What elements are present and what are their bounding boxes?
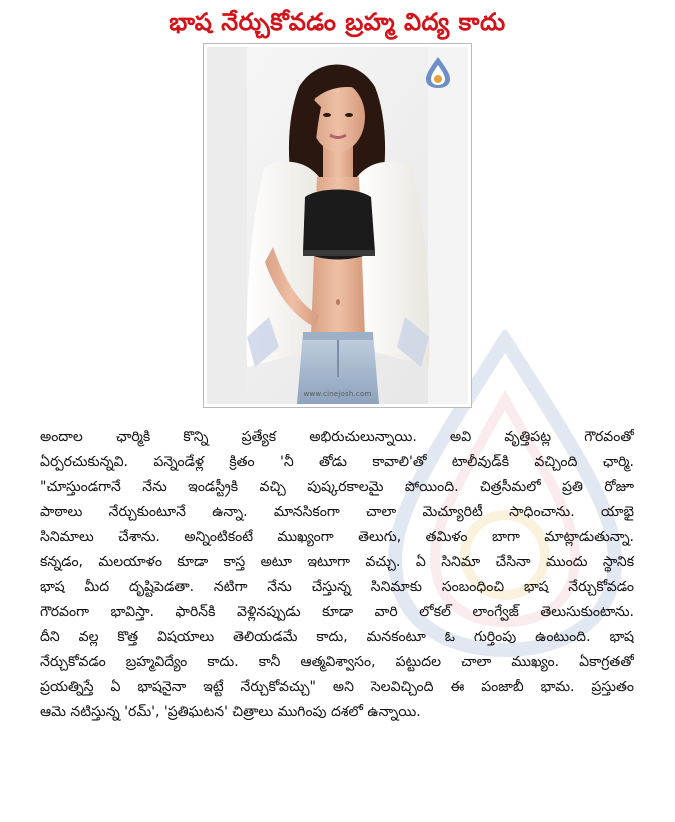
article-line: నేర్చుకోవడం బ్రహ్మవిద్యేం కాదు. కానీ ఆత్మవిశ్వాసం, పట్టుదల చాలా ముఖ్యం. ఏకాగ్రతతో xyxy=(40,654,634,670)
article-line: "చూస్తుండగానే నేను ఇండస్ట్రీకి వచ్చి పుష్కరకాలమై పోయింది. చిత్రసీమలో ప్రతి రోజూ xyxy=(40,479,634,495)
actress-photo-illustration xyxy=(207,47,468,404)
article-line: పాఠాలు నేర్చుకుంటూనే ఉన్నా. మానసికంగా చాలా మెచ్యూరిటీ సాధించాను. యాభై xyxy=(40,504,634,520)
headline: భాష నేర్చుకోవడం బ్రహ్మ విద్య కాదు xyxy=(169,8,506,36)
photo-credit: www.cinejosh.com xyxy=(303,390,372,398)
article-body xyxy=(40,425,634,725)
article-line: అందాల ఛార్మికి కొన్ని ప్రత్యేక అభిరుచులున్నాయి. అవి వృత్తిపట్ల గౌరవంతో xyxy=(40,429,634,445)
raindrop-logo-icon xyxy=(421,55,455,89)
photo-frame xyxy=(203,43,472,408)
actress-photo xyxy=(207,47,468,404)
article-line: ప్రయత్నిస్తే ఏ భాషనైనా ఇట్టే నేర్చుకోవచ్చు" అని సెలవిచ్చింది ఈ పంజాబీ భామ. ప్రస్తుతం xyxy=(40,679,634,695)
article-line: కన్నడం, మలయాళం కూడా కాస్త అటూ ఇటూగా వచ్చు. ఏ సినిమా చేసినా ముందు స్థానిక xyxy=(40,554,634,570)
article-line: సినిమాలు చేశాను. అన్నింటికంటే ముఖ్యంగా తెలుగు, తమిళం బాగా మాట్లాడుతున్నా. xyxy=(40,529,634,545)
article-line: ఏర్పరచుకున్నవి. పన్నెండేళ్ల క్రితం 'నీ తోడు కావాలి'తో టాలీవుడ్‌కి వచ్చింది ఛార్మి. xyxy=(40,454,634,470)
article-line: ఆమె నటిస్తున్న 'రమ్', 'ప్రతిఘటన' చిత్రాలు ముగింపు దశలో ఉన్నాయి. xyxy=(40,704,421,720)
article-line: భాష మీద దృష్టిపెడతా. నటిగా నేను చేస్తున్న సినిమాకు సంబంధించి భాష నేర్చుకోవడం xyxy=(40,579,634,595)
article-line: దీని వల్ల కొత్త విషయాలు తెలియడమే కాదు, మనకంటూ ఓ గుర్తింపు ఉంటుంది. భాష xyxy=(40,629,634,645)
article-line: గౌరవంగా భావిస్తా. ఫారిన్‌కి వెళ్లినప్పుడు కూడా వారి లోకల్ లాంగ్వేజ్ తెలుసుకుంటాను. xyxy=(40,604,634,620)
